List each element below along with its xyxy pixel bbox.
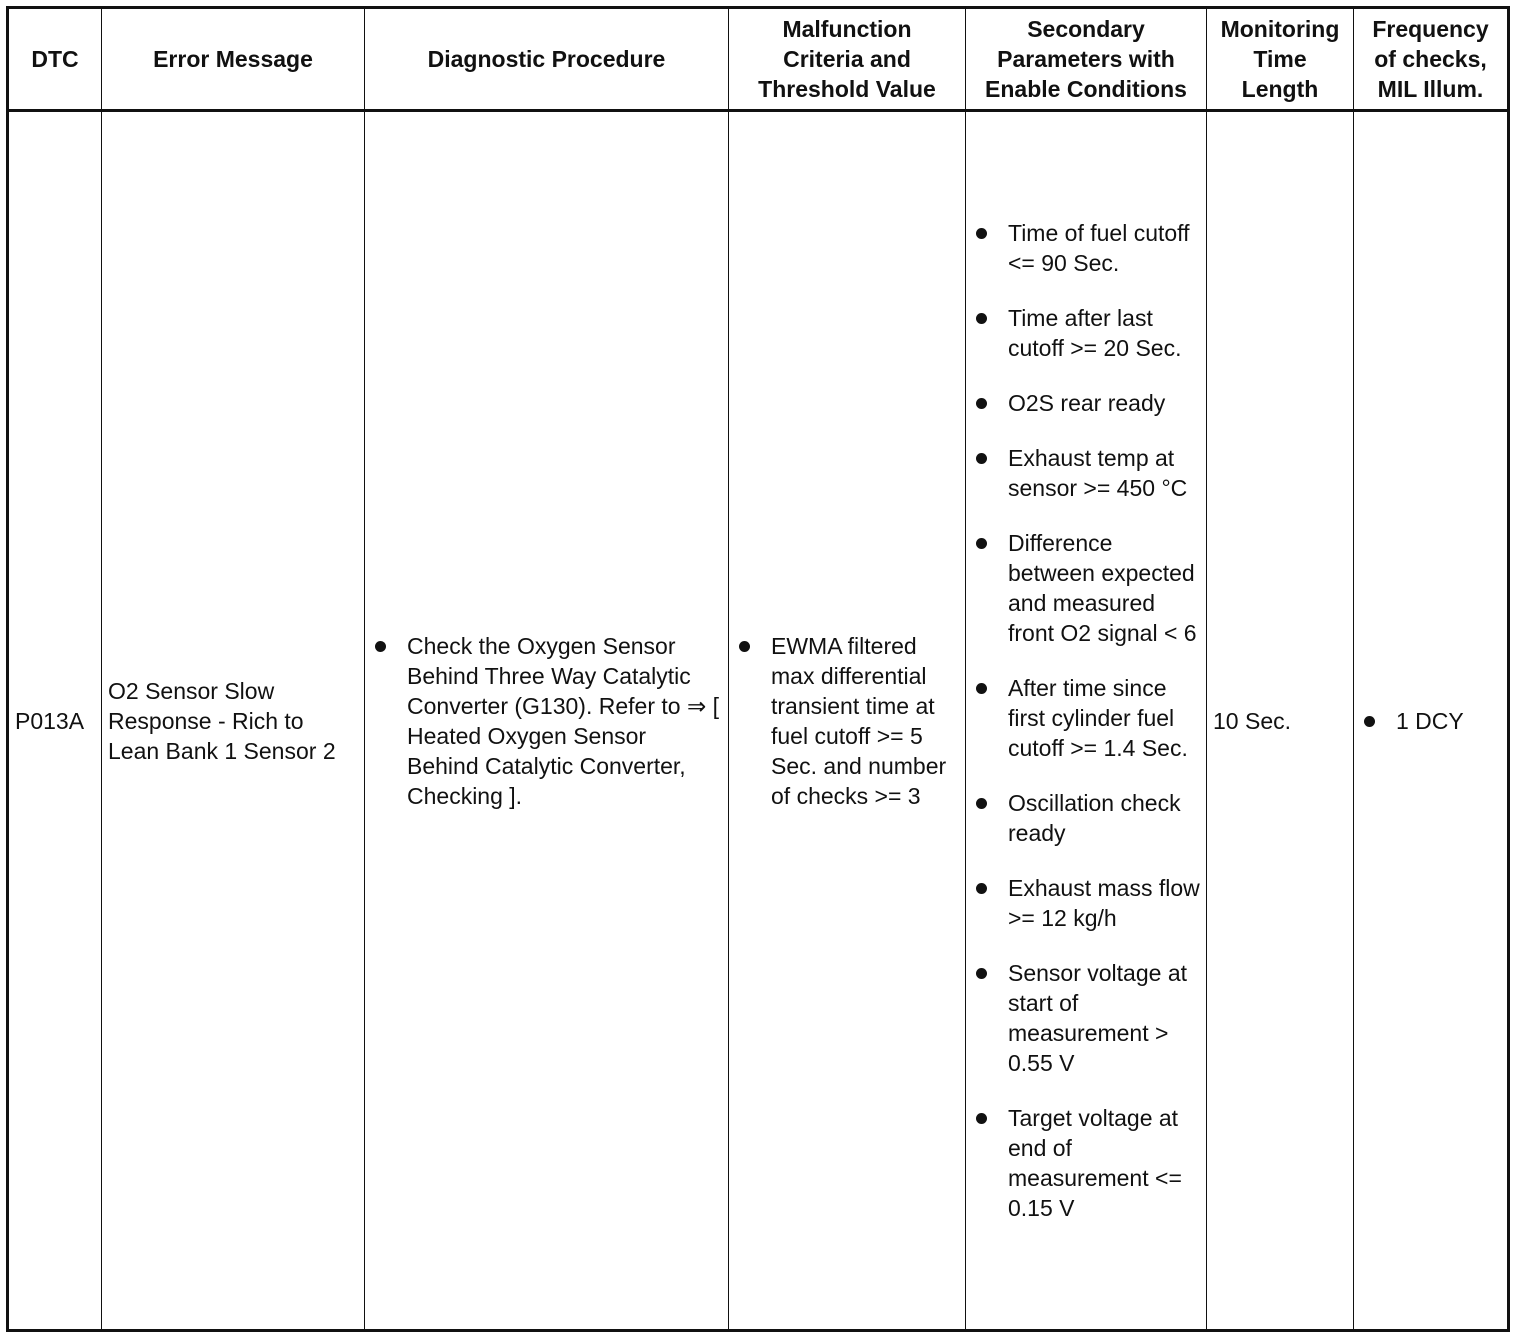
header-frequency-line: Frequency: [1372, 16, 1489, 42]
header-error-message: Error Message: [102, 8, 365, 111]
bullet-icon: [976, 313, 987, 324]
list-item: [972, 788, 1200, 848]
header-malfunction-line: Criteria and: [783, 46, 911, 72]
list-item: [972, 218, 1200, 278]
list-item: [972, 958, 1200, 1078]
header-monitoring-line: Length: [1241, 76, 1319, 102]
list-item: [972, 1103, 1200, 1223]
cell-diagnostic-procedure: [365, 111, 729, 1331]
header-monitoring-time: [1207, 8, 1354, 111]
header-malfunction-line: Threshold Value: [758, 76, 936, 102]
cell-secondary-parameters: [966, 111, 1207, 1331]
bullet-icon: [976, 398, 987, 409]
procedure-list: [371, 631, 722, 811]
frequency-list: [1360, 706, 1464, 736]
header-monitoring-line: Monitoring: [1220, 16, 1340, 42]
header-monitoring-line: Time: [1253, 46, 1307, 72]
cell-frequency: [1354, 111, 1509, 1331]
table-row: [8, 111, 1509, 1331]
header-secondary-line: Enable Conditions: [985, 76, 1187, 102]
parameter-text: Exhaust mass flow >= 12 kg/h: [1008, 875, 1200, 931]
parameter-text: After time since first cylinder fuel cutoff >= 1.4 Sec.: [1008, 675, 1188, 761]
parameter-text: Exhaust temp at sensor >= 450 °C: [1008, 445, 1188, 501]
bullet-icon: [976, 538, 987, 549]
bullet-icon: [976, 968, 987, 979]
list-item: [972, 873, 1200, 933]
criteria-list: [735, 631, 959, 811]
header-secondary-line: Parameters with: [997, 46, 1175, 72]
frequency-text: 1 DCY: [1396, 707, 1464, 734]
header-malfunction-line: Malfunction: [782, 16, 912, 42]
parameter-text: Target voltage at end of measurement <= 0.15 V: [1008, 1105, 1182, 1221]
parameter-text: Time after last cutoff >= 20 Sec.: [1008, 305, 1182, 361]
header-frequency-line: MIL Illum.: [1377, 76, 1484, 102]
list-item: [1360, 706, 1464, 736]
parameter-text: Time of fuel cutoff <= 90 Sec.: [1008, 220, 1190, 276]
cell-dtc-code: P013A: [8, 111, 102, 1331]
secondary-parameters-list: [972, 218, 1200, 1223]
cell-malfunction-criteria: [729, 111, 966, 1331]
header-frequency: [1354, 8, 1509, 111]
cell-monitoring-time: 10 Sec.: [1207, 111, 1354, 1331]
list-item: [972, 673, 1200, 763]
header-malfunction-criteria: [729, 8, 966, 111]
bullet-icon: [976, 228, 987, 239]
parameter-text: Sensor voltage at start of measurement > 0.55 V: [1008, 960, 1188, 1076]
bullet-icon: [976, 883, 987, 894]
cell-error-message: O2 Sensor Slow Response - Rich to Lean Bank 1 Sensor 2: [102, 111, 365, 1331]
bullet-icon: [976, 1113, 987, 1124]
bullet-icon: [976, 798, 987, 809]
parameter-text: Difference between expected and measured front O2 signal < 6: [1008, 530, 1197, 646]
list-item: [371, 631, 722, 811]
parameter-text: O2S rear ready: [1008, 390, 1166, 416]
list-item: [972, 443, 1200, 503]
bullet-icon: [976, 453, 987, 464]
header-frequency-line: of checks,: [1374, 46, 1487, 72]
parameter-text: Oscillation check ready: [1008, 790, 1181, 846]
criteria-text: EWMA filtered max differential transient time at fuel cutoff >= 5 Sec. and number of checks >= 3: [771, 632, 947, 809]
header-secondary-parameters: [966, 8, 1207, 111]
list-item: [972, 303, 1200, 363]
header-dtc: DTC: [8, 8, 102, 111]
header-row: [8, 8, 1509, 111]
bullet-icon: [739, 641, 750, 652]
list-item: [735, 631, 959, 811]
list-item: [972, 528, 1200, 648]
list-item: [972, 388, 1200, 418]
procedure-text: Check the Oxygen Sensor Behind Three Way Catalytic Converter (G130). Refer to ⇒ [ Heated Oxygen Sensor Behind Catalytic Converter, Checking ].: [407, 632, 719, 809]
header-secondary-line: Secondary: [1027, 16, 1145, 42]
bullet-icon: [1364, 716, 1375, 727]
dtc-table: [6, 6, 1510, 1332]
bullet-icon: [976, 683, 987, 694]
bullet-icon: [375, 641, 386, 652]
header-diagnostic-procedure: Diagnostic Procedure: [365, 8, 729, 111]
